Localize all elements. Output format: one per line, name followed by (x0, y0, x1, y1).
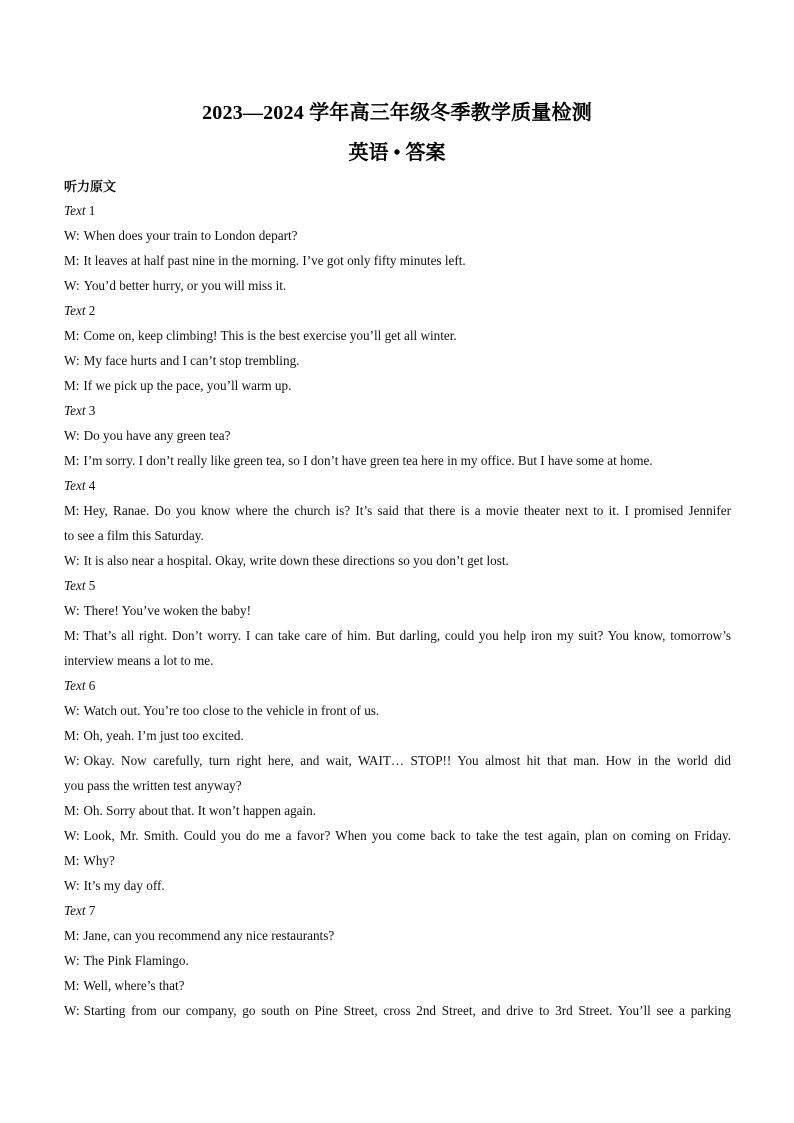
speaker-label: M: (64, 253, 80, 268)
dialog-text: Oh, yeah. I’m just too excited. (83, 728, 244, 743)
text-label: Text (64, 578, 86, 593)
speaker-label: W: (64, 953, 80, 968)
speaker-label: M: (64, 453, 80, 468)
text-label-line (64, 198, 731, 223)
dialog-text: You’d better hurry, or you will miss it. (83, 278, 287, 293)
dialog-line (64, 823, 731, 848)
page-title: 2023—2024 学年高三年级冬季教学质量检测 (202, 102, 592, 124)
text-label-line (64, 573, 731, 598)
text-label: Text (64, 478, 86, 493)
dialog-text: Watch out. You’re too close to the vehicle in front of us. (83, 703, 380, 718)
text-label: Text (64, 903, 86, 918)
transcript-body (64, 198, 731, 1023)
dialog-line (64, 973, 731, 998)
dialog-line (64, 698, 731, 723)
dialog-line (64, 323, 731, 348)
dialog-line (64, 248, 731, 273)
speaker-label: W: (64, 878, 80, 893)
speaker-label: M: (64, 328, 80, 343)
text-number: 4 (88, 478, 96, 493)
dialog-text: The Pink Flamingo. (83, 953, 189, 968)
dialog-line (64, 848, 731, 873)
dialog-text: Look, Mr. Smith. Could you do me a favor? When you come back to take the test again, plan on coming on Friday. (83, 828, 731, 843)
speaker-label: W: (64, 353, 80, 368)
speaker-label: W: (64, 278, 80, 293)
speaker-label: W: (64, 603, 80, 618)
dialog-line (64, 923, 731, 948)
dialog-text: Okay. Now carefully, turn right here, and wait, WAIT… STOP!! You almost hit that man. How in the world did (83, 753, 731, 768)
dialog-text: Oh. Sorry about that. It won’t happen again. (83, 803, 317, 818)
dialog-text: Do you have any green tea? (83, 428, 231, 443)
speaker-label: M: (64, 928, 80, 943)
text-number: 6 (88, 678, 96, 693)
dialog-line (64, 223, 731, 248)
dialog-text: Why? (83, 853, 115, 868)
text-number: 3 (88, 403, 96, 418)
text-number: 2 (88, 303, 96, 318)
dialog-text: That’s all right. Don’t worry. I can take care of him. But darling, could you help iron my suit? You know, tomorrow’s (83, 628, 731, 643)
text-number: 7 (88, 903, 96, 918)
dialog-line (64, 373, 731, 398)
dialog-line (64, 873, 731, 898)
dialog-line (64, 498, 731, 523)
speaker-label: M: (64, 978, 80, 993)
speaker-label: M: (64, 503, 80, 518)
speaker-label: W: (64, 553, 80, 568)
dialog-text: It leaves at half past nine in the morning. I’ve got only fifty minutes left. (83, 253, 466, 268)
text-label: Text (64, 203, 86, 218)
speaker-label: W: (64, 753, 80, 768)
dialog-continuation: interview means a lot to me. (64, 653, 214, 668)
dialog-text: Well, where’s that? (83, 978, 185, 993)
speaker-label: M: (64, 853, 80, 868)
text-label: Text (64, 403, 86, 418)
dialog-line (64, 998, 731, 1023)
dialog-line (64, 623, 731, 648)
dialog-line (64, 423, 731, 448)
text-label: Text (64, 303, 86, 318)
dialog-line (64, 948, 731, 973)
dialog-text: I’m sorry. I don’t really like green tea, so I don’t have green tea here in my office. But I have some at home. (83, 453, 653, 468)
speaker-label: W: (64, 228, 80, 243)
text-label-line (64, 673, 731, 698)
text-label-line (64, 398, 731, 423)
text-label-line (64, 298, 731, 323)
dialog-text: It is also near a hospital. Okay, write down these directions so you don’t get lost. (83, 553, 509, 568)
speaker-label: M: (64, 803, 80, 818)
text-number: 5 (88, 578, 96, 593)
text-number: 1 (88, 203, 96, 218)
dialog-text: Come on, keep climbing! This is the best exercise you’ll get all winter. (83, 328, 457, 343)
speaker-label: M: (64, 378, 80, 393)
section-heading: 听力原文 (64, 180, 117, 195)
dialog-text: It’s my day off. (83, 878, 165, 893)
text-label: Text (64, 678, 86, 693)
dialog-line (64, 723, 731, 748)
dialog-text: If we pick up the pace, you’ll warm up. (83, 378, 292, 393)
dialog-text: When does your train to London depart? (83, 228, 298, 243)
dialog-line (64, 273, 731, 298)
dialog-text: Jane, can you recommend any nice restaurants? (83, 928, 335, 943)
dialog-line (64, 348, 731, 373)
speaker-label: W: (64, 703, 80, 718)
speaker-label: M: (64, 728, 80, 743)
dialog-line (64, 798, 731, 823)
dialog-text: Hey, Ranae. Do you know where the church is? It’s said that there is a movie theater next to it. I promised Jennifer (83, 503, 731, 518)
dialog-text: Starting from our company, go south on Pine Street, cross 2nd Street, and drive to 3rd Street. You’ll see a parking (83, 1003, 731, 1018)
text-label-line (64, 898, 731, 923)
dialog-line (64, 448, 731, 473)
speaker-label: M: (64, 628, 80, 643)
dialog-continuation: you pass the written test anyway? (64, 778, 242, 793)
dialog-line (64, 548, 731, 573)
dialog-continuation: to see a film this Saturday. (64, 528, 204, 543)
speaker-label: W: (64, 428, 80, 443)
speaker-label: W: (64, 828, 80, 843)
speaker-label: W: (64, 1003, 80, 1018)
text-label-line (64, 473, 731, 498)
dialog-text: There! You’ve woken the baby! (83, 603, 251, 618)
page-subtitle: 英语 • 答案 (348, 142, 446, 164)
dialog-line (64, 598, 731, 623)
dialog-text: My face hurts and I can’t stop trembling. (83, 353, 300, 368)
dialog-line (64, 748, 731, 773)
